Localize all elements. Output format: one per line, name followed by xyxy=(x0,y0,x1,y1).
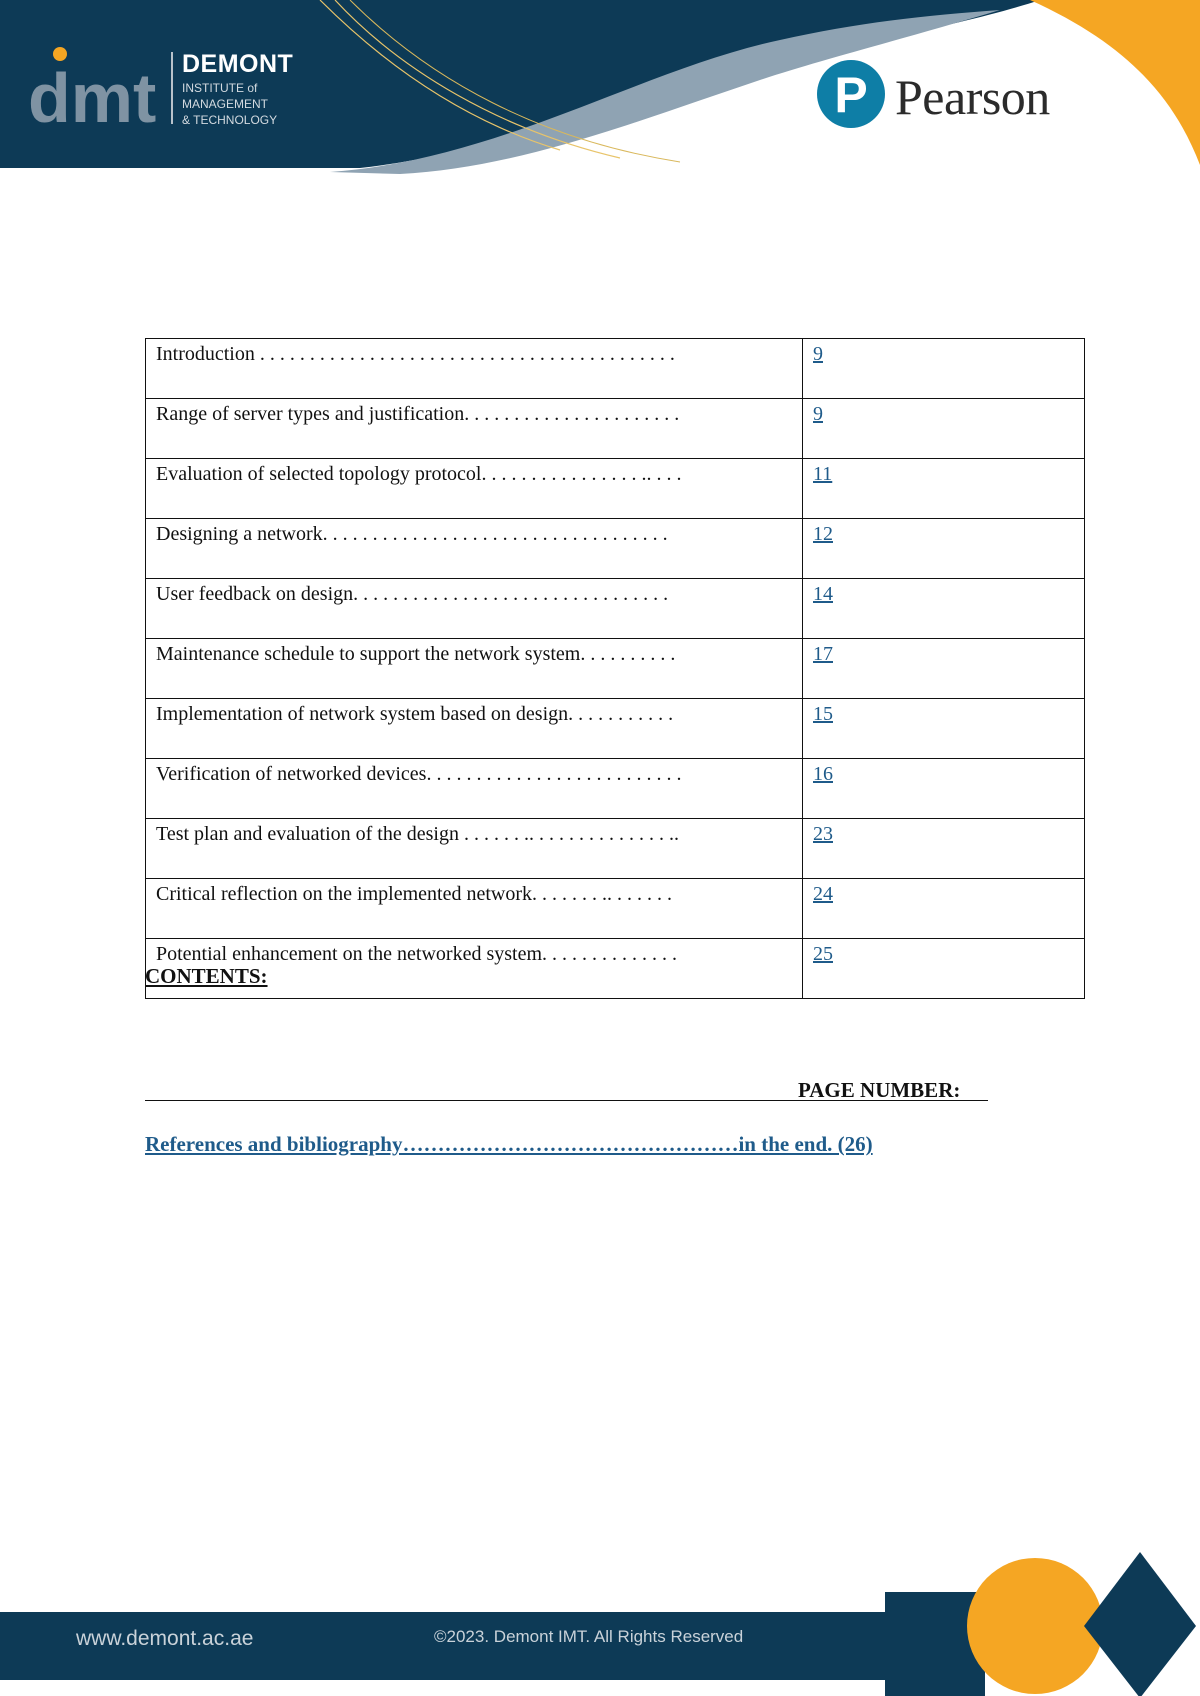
pearson-p-icon xyxy=(815,50,887,138)
toc-row xyxy=(146,879,1085,939)
toc-title: Test plan and evaluation of the design . . . . . . .. . . . . . . . . . . . . . .. xyxy=(146,819,803,879)
toc-row xyxy=(146,639,1085,699)
toc-page-cell xyxy=(803,879,1085,939)
toc-row xyxy=(146,339,1085,399)
toc-page-link[interactable]: 17 xyxy=(813,643,833,665)
toc-title: User feedback on design. . . . . . . . . . . . . . . . . . . . . . . . . . . . . . . . xyxy=(146,579,803,639)
toc-title: Designing a network. . . . . . . . . . . . . . . . . . . . . . . . . . . . . . . . . . . xyxy=(146,519,803,579)
toc-page-link[interactable]: 9 xyxy=(813,343,823,365)
demont-imt-logo xyxy=(28,44,294,134)
toc-row xyxy=(146,579,1085,639)
toc-page-link[interactable]: 15 xyxy=(813,703,833,725)
toc-table xyxy=(145,338,1085,999)
footer-banner xyxy=(0,1520,1200,1696)
toc-page-link[interactable]: 14 xyxy=(813,583,833,605)
toc-row xyxy=(146,699,1085,759)
toc-page-cell xyxy=(803,699,1085,759)
toc-page-link[interactable]: 12 xyxy=(813,523,833,545)
toc-row xyxy=(146,819,1085,879)
svg-text:dmt: dmt xyxy=(28,59,157,130)
footer-website[interactable]: www.demont.ac.ae xyxy=(76,1627,254,1650)
institute-subtitle xyxy=(182,80,292,128)
toc-row xyxy=(146,399,1085,459)
toc-title: Potential enhancement on the networked system. . . . . . . . . . . . . . xyxy=(146,939,803,999)
institute-subtitle-line: & TECHNOLOGY xyxy=(182,113,278,127)
references-link[interactable]: References and bibliography…………………………………………in the end. (26) xyxy=(145,1132,873,1156)
diamond-shape xyxy=(1084,1552,1196,1696)
toc-page-link[interactable]: 24 xyxy=(813,883,833,905)
page-number-heading: PAGE NUMBER: xyxy=(798,1078,961,1102)
institute-subtitle-line: MANAGEMENT xyxy=(182,97,269,111)
toc-page-cell xyxy=(803,819,1085,879)
toc-page-link[interactable]: 16 xyxy=(813,763,833,785)
svg-text:P: P xyxy=(834,67,868,123)
toc-page-cell xyxy=(803,339,1085,399)
toc-page-cell xyxy=(803,939,1085,999)
toc-row xyxy=(146,459,1085,519)
toc-title: Critical reflection on the implemented network. . . . . . . .. . . . . . . xyxy=(146,879,803,939)
toc-page-cell xyxy=(803,759,1085,819)
toc-row xyxy=(146,759,1085,819)
toc-title: Maintenance schedule to support the network system. . . . . . . . . . xyxy=(146,639,803,699)
toc-page-cell xyxy=(803,399,1085,459)
toc-page-link[interactable]: 23 xyxy=(813,823,833,845)
institute-name: DEMONT xyxy=(182,50,294,78)
toc-row xyxy=(146,939,1085,999)
pearson-logo xyxy=(815,50,1075,140)
toc-page-cell xyxy=(803,459,1085,519)
toc-page-link[interactable]: 25 xyxy=(813,943,833,965)
toc-title: Range of server types and justification. . . . . . . . . . . . . . . . . . . . . . xyxy=(146,399,803,459)
toc-page-cell xyxy=(803,519,1085,579)
toc-row xyxy=(146,519,1085,579)
toc-title: Verification of networked devices. . . . . . . . . . . . . . . . . . . . . . . . . . xyxy=(146,759,803,819)
dimt-logo-icon xyxy=(28,44,168,130)
institute-subtitle-line: INSTITUTE of xyxy=(182,81,258,95)
toc-title: Evaluation of selected topology protocol. . . . . . . . . . . . . . . . .. . . . xyxy=(146,459,803,519)
toc-title: Implementation of network system based on design. . . . . . . . . . . xyxy=(146,699,803,759)
toc-page-link[interactable]: 9 xyxy=(813,403,823,425)
toc-page-cell xyxy=(803,639,1085,699)
toc-page-link[interactable]: 11 xyxy=(813,463,833,485)
toc-page-cell xyxy=(803,579,1085,639)
contents-heading: CONTENTS: xyxy=(145,964,268,988)
toc-title: Introduction . . . . . . . . . . . . . . . . . . . . . . . . . . . . . . . . . . . . . . . . . . xyxy=(146,339,803,399)
logo-divider xyxy=(171,52,173,124)
footer-copyright: ©2023. Demont IMT. All Rights Reserved xyxy=(434,1627,744,1646)
pearson-wordmark: Pearson xyxy=(895,69,1050,125)
